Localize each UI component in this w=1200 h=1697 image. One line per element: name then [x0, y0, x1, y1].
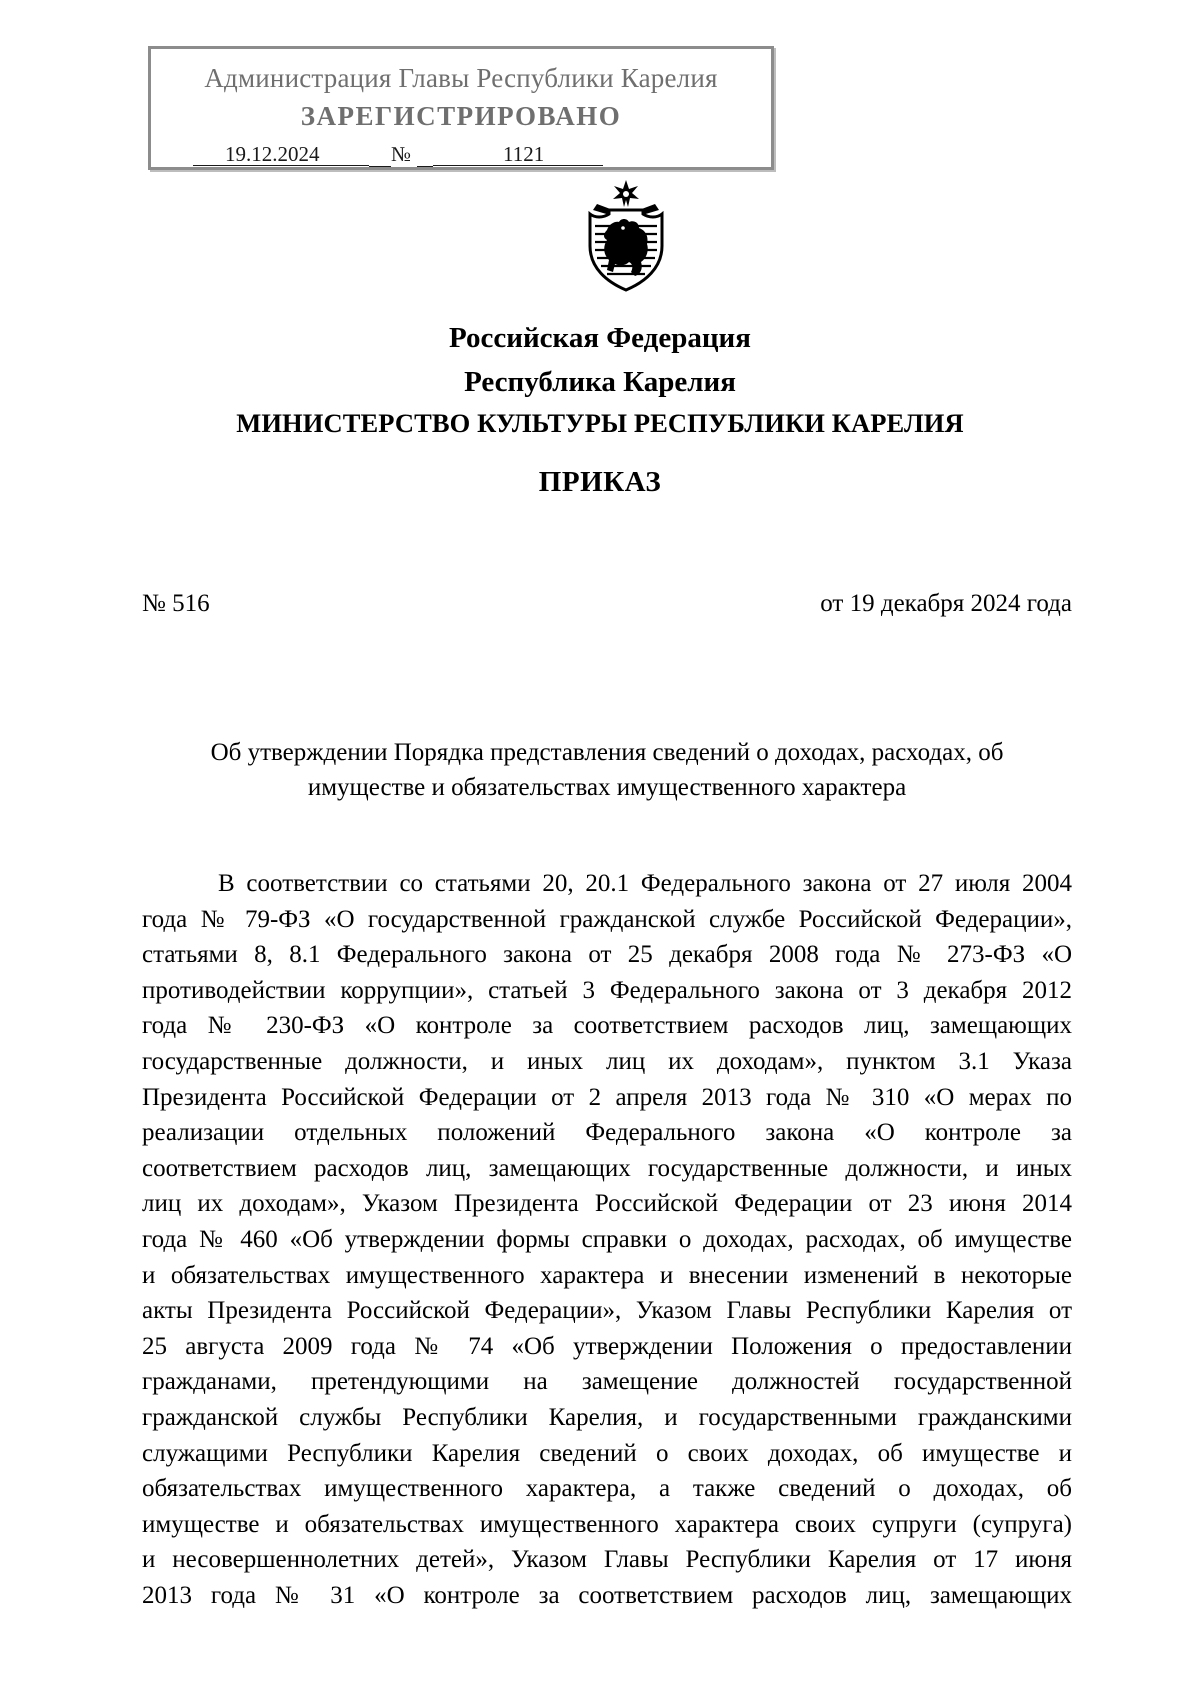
order-subject [142, 735, 1072, 805]
document-type-heading: ПРИКАЗ [538, 466, 662, 498]
republic-heading: Республика Карелия [464, 366, 736, 398]
body-line: Президента Российской Федерации от 2 апреля 2013 года № 310 «О мерах по [142, 1083, 1072, 1111]
ministry-heading: МИНИСТЕРСТВО КУЛЬТУРЫ РЕСПУБЛИКИ КАРЕЛИЯ [236, 408, 964, 438]
body-line: противодействии коррупции», статьей 3 Федерального закона от 3 декабря 2012 [142, 976, 1072, 1004]
body-line: и несовершеннолетних детей», Указом Главы Республики Карелия от 17 июня [142, 1546, 1072, 1574]
order-date: от 19 декабря 2024 года [820, 590, 1072, 617]
stamp-underline [369, 142, 391, 167]
stamp-date: 19.12.2024 [193, 142, 369, 166]
body-line: года № 230-ФЗ «О контроле за соответствием расходов лиц, замещающих [142, 1012, 1072, 1040]
order-body [142, 866, 1072, 1613]
stamp-number: 1121 [433, 142, 603, 166]
body-line: статьями 8, 8.1 Федерального закона от 25 декабря 2008 года № 273-ФЗ «О [142, 941, 1072, 969]
body-line: реализации отдельных положений Федерального закона «О контроле за [142, 1119, 1072, 1147]
karelia-coat-of-arms-icon [583, 180, 669, 292]
body-line: 25 августа 2009 года № 74 «Об утверждении Положения о предоставлении [142, 1332, 1072, 1360]
body-line: государственные должности, и иных лиц их доходам», пунктом 3.1 Указа [142, 1047, 1072, 1075]
body-line: года № 460 «Об утверждении формы справки о доходах, расходах, об имуществе [142, 1225, 1072, 1253]
body-line: и обязательствах имущественного характера и внесении изменений в некоторые [142, 1261, 1072, 1289]
stamp-registered: ЗАРЕГИСТРИРОВАНО [300, 101, 622, 131]
country-heading: Российская Федерация [449, 322, 751, 354]
body-line: года № 79-ФЗ «О государственной гражданской службе Российской Федерации», [142, 905, 1072, 933]
stamp-number-sign: № [391, 142, 412, 166]
body-line: гражданами, претендующими на замещение должностей государственной [142, 1368, 1072, 1396]
body-line: обязательствах имущественного характера, а также сведений о доходах, об [142, 1475, 1072, 1503]
body-line: имуществе и обязательствах имущественного характера своих супруги (супруга) [142, 1510, 1072, 1538]
star-icon [613, 180, 639, 207]
body-line: служащими Республики Карелия сведений о своих доходах, об имуществе и [142, 1439, 1072, 1467]
body-line: 2013 года № 31 «О контроле за соответствием расходов лиц, замещающих [142, 1581, 1072, 1609]
subject-line: имуществе и обязательствах имущественного характера [307, 774, 907, 801]
order-number: № 516 [142, 590, 210, 617]
body-line: гражданской службы Республики Карелия, и государственными гражданскими [142, 1403, 1072, 1431]
body-line: соответствием расходов лиц, замещающих государственные должности, и иных [142, 1154, 1072, 1182]
stamp-organization: Администрация Главы Республики Карелия [204, 63, 718, 93]
body-line: В соответствии со статьями 20, 20.1 Федерального закона от 27 июля 2004 [218, 870, 1072, 897]
registration-stamp [148, 46, 774, 170]
body-line: акты Президента Российской Федерации», Указом Главы Республики Карелия от [142, 1297, 1072, 1325]
subject-line: Об утверждении Порядка представления сведений о доходах, расходах, об [210, 739, 1004, 766]
body-line: лиц их доходам», Указом Президента Российской Федерации от 23 июня 2014 [142, 1190, 1072, 1218]
stamp-underline [417, 142, 433, 167]
